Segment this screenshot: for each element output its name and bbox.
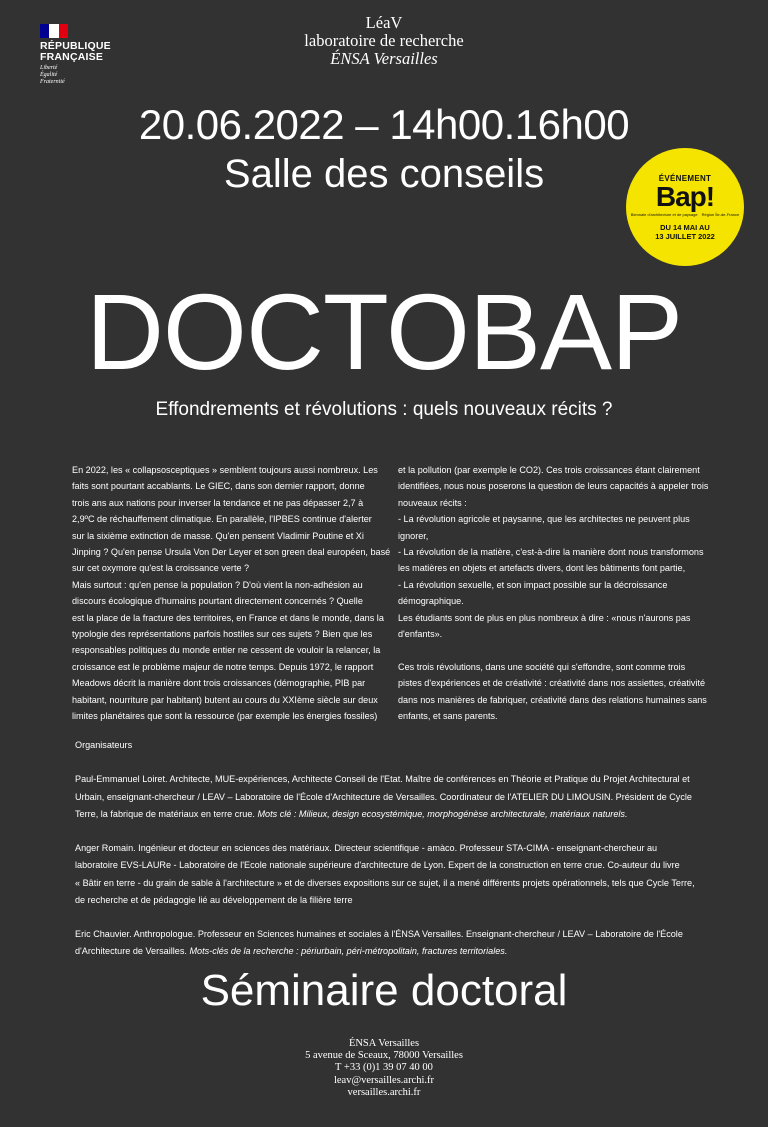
- body-left-line: est la place de la fracture des territoires, en France et dans le monde, dans la: [72, 612, 384, 623]
- organiser-1-line-3: [75, 806, 725, 823]
- body-left-line: 2,9ºC de réchauffement climatique. En parallèle, l'IPBES continue d'alerter: [72, 514, 372, 525]
- organiser-1-line-1: Paul-Emmanuel Loiret. Architecte, MUE-expériences, Architecte Conseil de l'Etat. Maître de conférences en Théorie et Pratique du Projet Architectural et: [75, 774, 690, 785]
- body-column-left: [72, 462, 394, 725]
- body-right-line: Les étudiants sont de plus en plus nombreux à dire : «nous n'aurons pas: [398, 612, 691, 623]
- header-line-1: LéaV: [365, 13, 403, 32]
- body-left-line: discours écologique d'humains pourtant directement concernés ? Quelle: [72, 596, 363, 607]
- body-right-line: nouveaux récits :: [398, 497, 467, 508]
- badge-name: Bap!: [655, 181, 715, 212]
- organiser-2-line-1: Anger Romain. Ingénieur et docteur en sciences des matériaux. Directeur scientifique - amàco. Professeur STA-CIMA - enseignant-chercheur au: [75, 843, 658, 854]
- badge-dates-line-1: DU 14 MAI AU: [660, 223, 710, 232]
- motto-liberte: Liberté: [40, 65, 58, 71]
- footer-website[interactable]: versailles.archi.fr: [347, 1086, 421, 1098]
- body-left-line: typologie des représentations parfois hostiles sur ces sujets ? Bien que les: [72, 629, 373, 640]
- badge-dates: [626, 223, 744, 241]
- event-subtitle: Effondrements et révolutions : quels nouveaux récits ?: [155, 399, 613, 420]
- body-left-line: responsables politiques du monde entier ne cessent de vouloir la relancer, la: [72, 645, 381, 656]
- event-room: Salle des conseils: [223, 152, 545, 196]
- body-right-line: pistes d'expériences et de créativité : créativité dans nos assiettes, créativité: [398, 678, 706, 689]
- lab-header: [234, 14, 534, 68]
- footer-email[interactable]: leav@versailles.archi.fr: [333, 1074, 435, 1086]
- organiser-1-text: Terre, la fabrique de matériaux en terre crue.: [75, 808, 258, 819]
- badge-sub-right: Région Île-de-France: [701, 212, 740, 217]
- body-right-line: les matières en objets et artefacts divers, dont les bâtiments font partie,: [398, 563, 686, 574]
- body-right-line: dans nos manières de fabriquer, créativité dans des relations humaines sans: [398, 694, 707, 705]
- body-left-line: faits sont pourtant accablants. Le GIEC, dans son dernier rapport, donne: [72, 481, 365, 492]
- body-column-right: [398, 462, 720, 724]
- organiser-3-line-1: Eric Chauvier. Anthropologue. Professeur en Sciences humaines et sociales à l'ÉNSA Versailles. Enseignant-chercheur / LEAV – Laboratoire de l'École: [75, 929, 683, 940]
- body-left-line: Mais surtout : qu'en pense la population ? D'où vient la non-adhésion au: [72, 579, 363, 590]
- body-left-line: Meadows décrit la manière dont trois croissances (démographie, PIB par: [72, 678, 366, 689]
- body-left-line: croissance est le problème majeur de notre temps. Depuis 1972, le rapport: [72, 661, 374, 672]
- badge-sub-left: Biennale d'architecture et de paysage: [630, 212, 698, 217]
- marianne-flag-icon: [40, 24, 68, 38]
- organiser-3-text: d'Architecture de Versailles.: [75, 946, 190, 957]
- motto-fraternite: Fraternité: [40, 79, 65, 85]
- organiser-2-line-2: laboratoire EVS-LAURe - Laboratoire de l'Ecole nationale supérieure d'architecture de Lyon. Expert de la construction en terre crue. Co-auteur du livre: [75, 860, 680, 871]
- body-left-line: habitant, nourriture par habitant) butent au cours du XXIème siècle sur deux: [72, 694, 378, 705]
- badge-label: ÉVÉNEMENT: [658, 174, 712, 183]
- event-date: 20.06.2022 – 14h00.16h00: [138, 101, 630, 148]
- body-right-line: identifiées, nous nous poserons la question de leurs capacités à appeler trois: [398, 481, 709, 492]
- logo-motto: [40, 65, 130, 86]
- organiser-2-line-4: de recherche et de pédagogie lié au développement de la filière terre: [75, 894, 353, 905]
- body-left-line: trois ans aux nations pour inverser la tendance et ne pas dépasser 2,7 à: [72, 497, 364, 508]
- badge-dates-line-2: 13 JUILLET 2022: [655, 232, 715, 241]
- republique-francaise-logo: [40, 24, 130, 86]
- body-right-line: - La révolution agricole et paysanne, que les architectes ne peuvent plus: [398, 514, 690, 525]
- organiser-3-line-2: [75, 943, 725, 960]
- body-right-line: démographique.: [398, 596, 464, 607]
- organiser-3-keywords: Mots-clés de la recherche : périurbain, péri-métropolitain, fractures territoriales.: [189, 946, 508, 957]
- footer-address: 5 avenue de Sceaux, 78000 Versailles: [305, 1050, 463, 1062]
- body-right-line: ignorer,: [398, 530, 429, 541]
- body-left-line: En 2022, les « collapsosceptiques » semblent toujours aussi nombreux. Les: [72, 465, 378, 475]
- seminar-title: Séminaire doctoral: [200, 966, 568, 1015]
- body-right-line: enfants, et sans parents.: [398, 711, 498, 722]
- logo-line-1: RÉPUBLIQUE: [40, 40, 111, 52]
- logo-line-2: FRANÇAISE: [40, 51, 104, 63]
- header-line-2: laboratoire de recherche: [304, 31, 464, 50]
- body-right-line: [398, 642, 720, 658]
- badge-subtitle: [626, 212, 744, 217]
- body-left-line: sur cet oxymore qu'est la croissance verte ?: [72, 563, 250, 574]
- footer-phone: T +33 (0)1 39 07 40 00: [335, 1062, 433, 1074]
- body-right-line: - La révolution de la matière, c'est-à-dire la manière dont nous transformons: [398, 547, 704, 558]
- body-left-line: limites planétaires que sont la ressource (par exemple les énergies fossiles): [72, 711, 378, 722]
- body-right-line: - La révolution sexuelle, et son impact possible sur la décroissance: [398, 579, 668, 590]
- organisers-section: [75, 737, 725, 961]
- motto-egalite: Égalité: [40, 72, 58, 78]
- body-left-line: sur la sixième extinction de masse. Qu'en pensent Vladimir Poutine et Xi: [72, 530, 364, 541]
- body-right-line: d'enfants».: [398, 629, 443, 640]
- footer-school: ÉNSA Versailles: [348, 1038, 420, 1049]
- bap-event-badge: [626, 148, 744, 266]
- body-left-line: Jinping ? Qu'en pense Ursula Von Der Leyer et son green deal européen, basé: [72, 547, 391, 558]
- body-right-line: Ces trois révolutions, dans une société qui s'effondre, sont comme trois: [398, 661, 686, 672]
- body-right-line: et la pollution (par exemple le CO2). Ces trois croissances étant clairement: [398, 465, 700, 475]
- header-line-3: ÉNSA Versailles: [330, 49, 438, 68]
- contact-footer: [234, 1038, 534, 1099]
- organiser-1-keywords: Mots clé : Milieux, design ecosystémique, morphogénèse architecturale, matériaux naturels.: [257, 808, 628, 819]
- organiser-1-line-2: Urbain, enseignant-chercheur / LEAV – Laboratoire de l'École d'Architecture de Versailles. Coordinateur de l'ATELIER DU LIMOUSIN. Président de Cycle: [75, 791, 692, 802]
- organiser-2-line-3: « Bâtir en terre - du grain de sable à l'architecture » et de diverses expositions sur ce sujet, il a mené différents projets opérationnels, tels que Cycle Terre,: [75, 877, 695, 888]
- organisers-heading: Organisateurs: [75, 740, 133, 750]
- event-title: DOCTOBAP: [85, 271, 683, 392]
